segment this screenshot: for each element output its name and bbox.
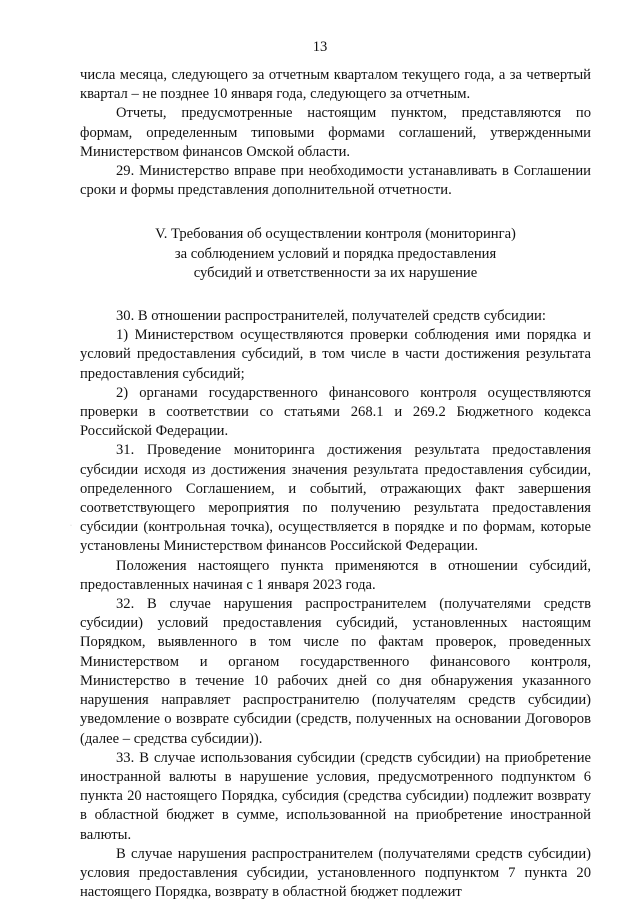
paragraph: Отчеты, предусмотренные настоящим пунктом, представляются по формам, определенным типовыми формами соглашений, утвержденными Министерством финансов Омской области.	[80, 105, 591, 160]
section-heading-line: V. Требования об осуществлении контроля (мониторинга)	[155, 226, 516, 243]
margin-mark: ·	[70, 523, 72, 529]
document-body	[80, 66, 591, 902]
paragraph-item-31: 31. Проведение мониторинга достижения результата предоставления субсидии исходя из достижения значения результата предоставления субсидии, определенного Соглашением, и событий, отражающих факт завершения соответствующего мероприятия по получению результата предоставления субсидии (контрольная точка), осуществляется в порядке и по формам, которые установлены Министерством финансов Российской Федерации.	[80, 442, 591, 555]
section-heading	[80, 225, 591, 283]
section-heading-line: за соблюдением условий и порядка предоставления	[174, 245, 497, 262]
paragraph-item-33: 33. В случае использования субсидии (средств субсидии) на приобретение иностранной валюты в нарушение условия, предусмотренного подпунктом 6 пункта 20 настоящего Порядка, субсидия (средства субсидии) подлежит возврату в областной бюджет в сумме, использованной на приобретение иностранной валюты.	[80, 749, 591, 843]
paragraph-item-29: 29. Министерство вправе при необходимости устанавливать в Соглашении сроки и формы представления дополнительной отчетности.	[80, 163, 591, 199]
paragraph-item-32: 32. В случае нарушения распространителем (получателями средств субсидии) условий предоставления субсидий, установленных настоящим Порядком, выявленного в том числе по фактам проверок, проведенных Министерством и органом государственного финансового контроля, Министерство в течение 10 рабочих дней со дня обнаружения указанного нарушения направляет распространителю (получателям средств субсидии) уведомление о возврате субсидии (средств, полученных на основании Договоров (далее – средства субсидии)).	[80, 596, 591, 747]
paragraph: Положения настоящего пункта применяются в отношении субсидий, предоставленных начиная с 1 января 2023 года.	[80, 557, 591, 593]
page-number: 13	[312, 39, 328, 55]
paragraph-subitem-1: 1) Министерством осуществляются проверки соблюдения ими порядка и условий предоставления субсидий, в том числе в части достижения результата предоставления субсидий;	[80, 327, 591, 382]
paragraph-item-30: 30. В отношении распространителей, получателей средств субсидии:	[116, 308, 546, 325]
section-heading-line: субсидий и ответственности за их нарушение	[193, 264, 478, 281]
paragraph-subitem-2: 2) органами государственного финансового контроля осуществляются проверки в соответствии со статьями 268.1 и 269.2 Бюджетного кодекса Российской Федерации.	[80, 384, 591, 440]
paragraph: числа месяца, следующего за отчетным кварталом текущего года, а за четвертый квартал – не позднее 10 января года, следующего за отчетным.	[80, 67, 591, 103]
paragraph: В случае нарушения распространителем (получателями средств субсидии) условия предоставления субсидии, установленного подпунктом 7 пункта 20 настоящего Порядка, возврату в областной бюджет подлежит	[80, 845, 591, 901]
